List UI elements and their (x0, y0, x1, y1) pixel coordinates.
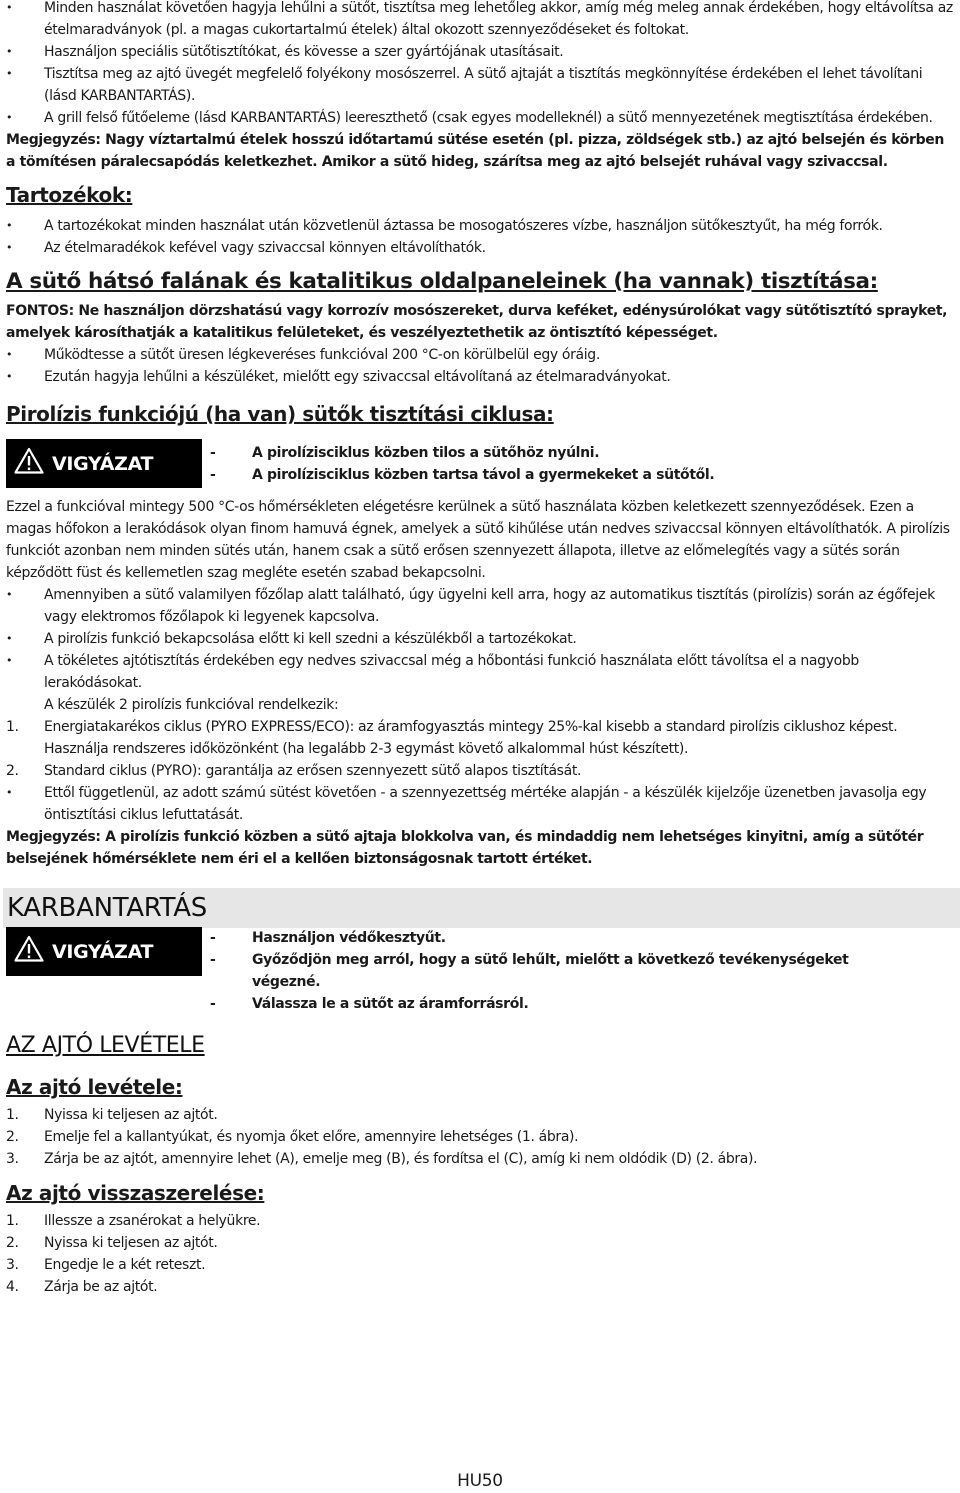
item-text: Standard ciklus (PYRO): garantálja az erősen szennyezett sütő alapos tisztítását. (44, 763, 582, 779)
list-item: • Minden használat követően hagyja lehűlni a sütőt, tisztítsa meg lehetőleg akkor, amíg még meleg annak érdekében, hogy eltávolítsa az ételmaradványok (pl. a magas cukortartalmú ételek) által okozott szennyeződéseket és foltokat. (6, 0, 956, 41)
list-item: - Győződjön meg arról, hogy a sütő lehűlt, mielőtt a következő tevékenységeket végezné. (210, 949, 910, 993)
note-condensation: Megjegyzés: Nagy víztartalmú ételek hosszú időtartamú sütése esetén (pl. pizza, zöldségek stb.) az ajtó belsején és körben a tömítésen páralecsapódás keletkezhet. Amikor a sütő hideg, szárítsa meg az ajtó belsejét ruhával vagy szivaccsal. (6, 132, 945, 170)
list-item: • A tartozékokat minden használat után közvetlenül áztassa be mosogatószeres vízbe, használjon sütőkesztyűt, ha még forrók. (6, 215, 956, 237)
door-removal-title: AZ AJTÓ LEVÉTELE (6, 1033, 205, 1058)
warning-label: VIGYÁZAT (52, 452, 154, 475)
document-page (6, 0, 956, 1298)
list-item: • Használjon speciális sütőtisztítókat, és kövesse a szer gyártójának utasításait. (6, 41, 956, 63)
accessories-bullets (6, 215, 956, 259)
reinstall-steps (6, 1210, 956, 1298)
list-item (6, 1232, 956, 1254)
item-number: 2. (6, 763, 19, 779)
note-door-lock: Megjegyzés: A pirolízis funkció közben a sütő ajtaja blokkolva van, és mindaddig nem lehetséges kinyitni, amíg a sütőtér belsejének hőmérséklete nem éri el a kellően biztonságosnak tartott értéket. (6, 829, 924, 867)
list-item: • A grill felső fűtőeleme (lásd KARBANTARTÁS) leereszthető (csak egyes modelleknél) a sütő mennyezetének megtisztítása érdekében. (6, 107, 956, 129)
warning-list (202, 442, 714, 486)
item-number: 3. (6, 1257, 19, 1273)
list-item: - A pirolízisciklus közben tartsa távol a gyermekeket a sütőtől. (210, 464, 714, 486)
warning-triangle-icon (14, 447, 44, 481)
list-item (6, 1276, 956, 1298)
list-item: • Az ételmaradékok kefével vagy szivaccsal könnyen eltávolíthatók. (6, 237, 956, 259)
item-number: 2. (6, 1129, 19, 1145)
item-number: 4. (6, 1279, 19, 1295)
list-item: • A pirolízis funkció bekapcsolása előtt ki kell szedni a készülékből a tartozékokat. (6, 628, 956, 650)
cleaning-bullets (6, 0, 956, 129)
list-item (6, 1148, 956, 1170)
item-text: Illessze a zsanérokat a helyükre. (44, 1213, 261, 1229)
item-text: Nyissa ki teljesen az ajtót. (44, 1107, 218, 1123)
warning-badge (6, 439, 202, 488)
important-notice: FONTOS: Ne használjon dörzshatású vagy korrozív mosószereket, durva keféket, edénysúrolókat vagy sütőtisztító sprayket, amelyek károsíthatják a katalitikus felületeket, és veszélyeztethetik az öntisztító képességet. (6, 303, 948, 341)
functions-intro: A készülék 2 pirolízis funkcióval rendelkezik: (44, 697, 339, 713)
list-item: - A pirolízisciklus közben tilos a sütőhöz nyúlni. (210, 442, 714, 464)
list-item: • A tökéletes ajtótisztítás érdekében egy nedves szivaccsal még a hőbontási funkció használata előtt távolítsa el a nagyobb lerakódásokat. (6, 650, 956, 694)
accessories-heading: Tartozékok: (6, 183, 133, 207)
item-number: 3. (6, 1151, 19, 1167)
pyrolysis-paragraph: Ezzel a funkcióval mintegy 500 °C-os hőmérsékleten elégetésre kerülnek a sütő használata közben keletkezett szennyeződések. Ezen a magas hőfokon a lerakódások olyan finom hamuvá égnek, amelyek a sütő kihűlése után nedves szivaccsal könnyen eltávolíthatók. A pirolízis funkciót azonban nem minden sütés után, hanem csak a sütő erősen szennyezett állapota, illetve az előmelegítés vagy a sütés során képződött füst és kellemetlen szag megléte esetén szabad bekapcsolni. (6, 499, 950, 581)
list-item (6, 760, 956, 782)
list-item: • Tisztítsa meg az ajtó üvegét megfelelő folyékony mosószerrel. A sütő ajtaját a tisztítás megkönnyítése érdekében el lehet távolítani (lásd KARBANTARTÁS). (6, 63, 956, 107)
list-item (6, 1254, 956, 1276)
list-item: • Ettől függetlenül, az adott számú sütést követően - a szennyezettség mértéke alapján - a készülék kijelzője üzenetben javasolja egy öntisztítási ciklus lefuttatását. (6, 782, 956, 826)
list-item: • Amennyiben a sütő valamilyen főzőlap alatt található, úgy ügyelni kell arra, hogy az automatikus tisztítás (pirolízis) során az égőfejek vagy elektromos főzőlapok ki legyenek kapcsolva. (6, 584, 956, 628)
list-item: - Válassza le a sütőt az áramforrásról. (210, 993, 910, 1015)
item-number: 1. (6, 719, 19, 735)
reinstall-heading: Az ajtó visszaszerelése: (6, 1181, 265, 1205)
item-number: 1. (6, 1213, 19, 1229)
warning-triangle-icon (14, 935, 44, 969)
warning-label: VIGYÁZAT (52, 940, 154, 963)
removal-steps (6, 1104, 956, 1170)
pyrolysis-bullet-last (6, 782, 956, 826)
item-text: Energiatakarékos ciklus (PYRO EXPRESS/ECO): az áramfogyasztás mintegy 25%-kal kisebb a standard pirolízis ciklushoz képest. Használja rendszeres időközönként (ha legalább 2-3 egymást követő alkalommal húst készített). (44, 719, 898, 757)
pyrolysis-heading: Pirolízis funkciójú (ha van) sütők tisztítási ciklusa: (6, 402, 554, 426)
list-item (6, 716, 956, 760)
back-wall-heading: A sütő hátsó falának és katalitikus oldalpaneleinek (ha vannak) tisztítása: (6, 269, 878, 294)
back-wall-bullets (6, 344, 956, 388)
maintenance-warning (6, 927, 956, 1015)
warning-list (202, 927, 910, 1015)
list-item: - Használjon védőkesztyűt. (210, 927, 910, 949)
list-item: • Működtesse a sütőt üresen légkeveréses funkcióval 200 °C-on körülbelül egy óráig. (6, 344, 956, 366)
removal-heading: Az ajtó levétele: (6, 1075, 183, 1099)
page-number: HU50 (457, 1471, 503, 1491)
maintenance-title-bar (3, 888, 960, 928)
item-number: 1. (6, 1107, 19, 1123)
item-number: 2. (6, 1235, 19, 1251)
list-item: • Ezután hagyja lehűlni a készüléket, mielőtt egy szivaccsal eltávolítaná az ételmaradványokat. (6, 366, 956, 388)
list-item (6, 1126, 956, 1148)
item-text: Engedje le a két reteszt. (44, 1257, 206, 1273)
maintenance-title: KARBANTARTÁS (7, 893, 207, 923)
item-text: Zárja be az ajtót. (44, 1279, 158, 1295)
pyrolysis-warning (6, 439, 956, 488)
item-text: Zárja be az ajtót, amennyire lehet (A), emelje meg (B), és fordítsa el (C), amíg ki nem oldódik (D) (2. ábra). (44, 1151, 758, 1167)
item-text: Nyissa ki teljesen az ajtót. (44, 1235, 218, 1251)
pyrolysis-bullets (6, 584, 956, 694)
item-text: Emelje fel a kallantyúkat, és nyomja őket előre, amennyire lehetséges (1. ábra). (44, 1129, 579, 1145)
warning-badge (6, 927, 202, 976)
list-item (6, 1104, 956, 1126)
pyrolysis-functions (6, 716, 956, 782)
list-item (6, 1210, 956, 1232)
